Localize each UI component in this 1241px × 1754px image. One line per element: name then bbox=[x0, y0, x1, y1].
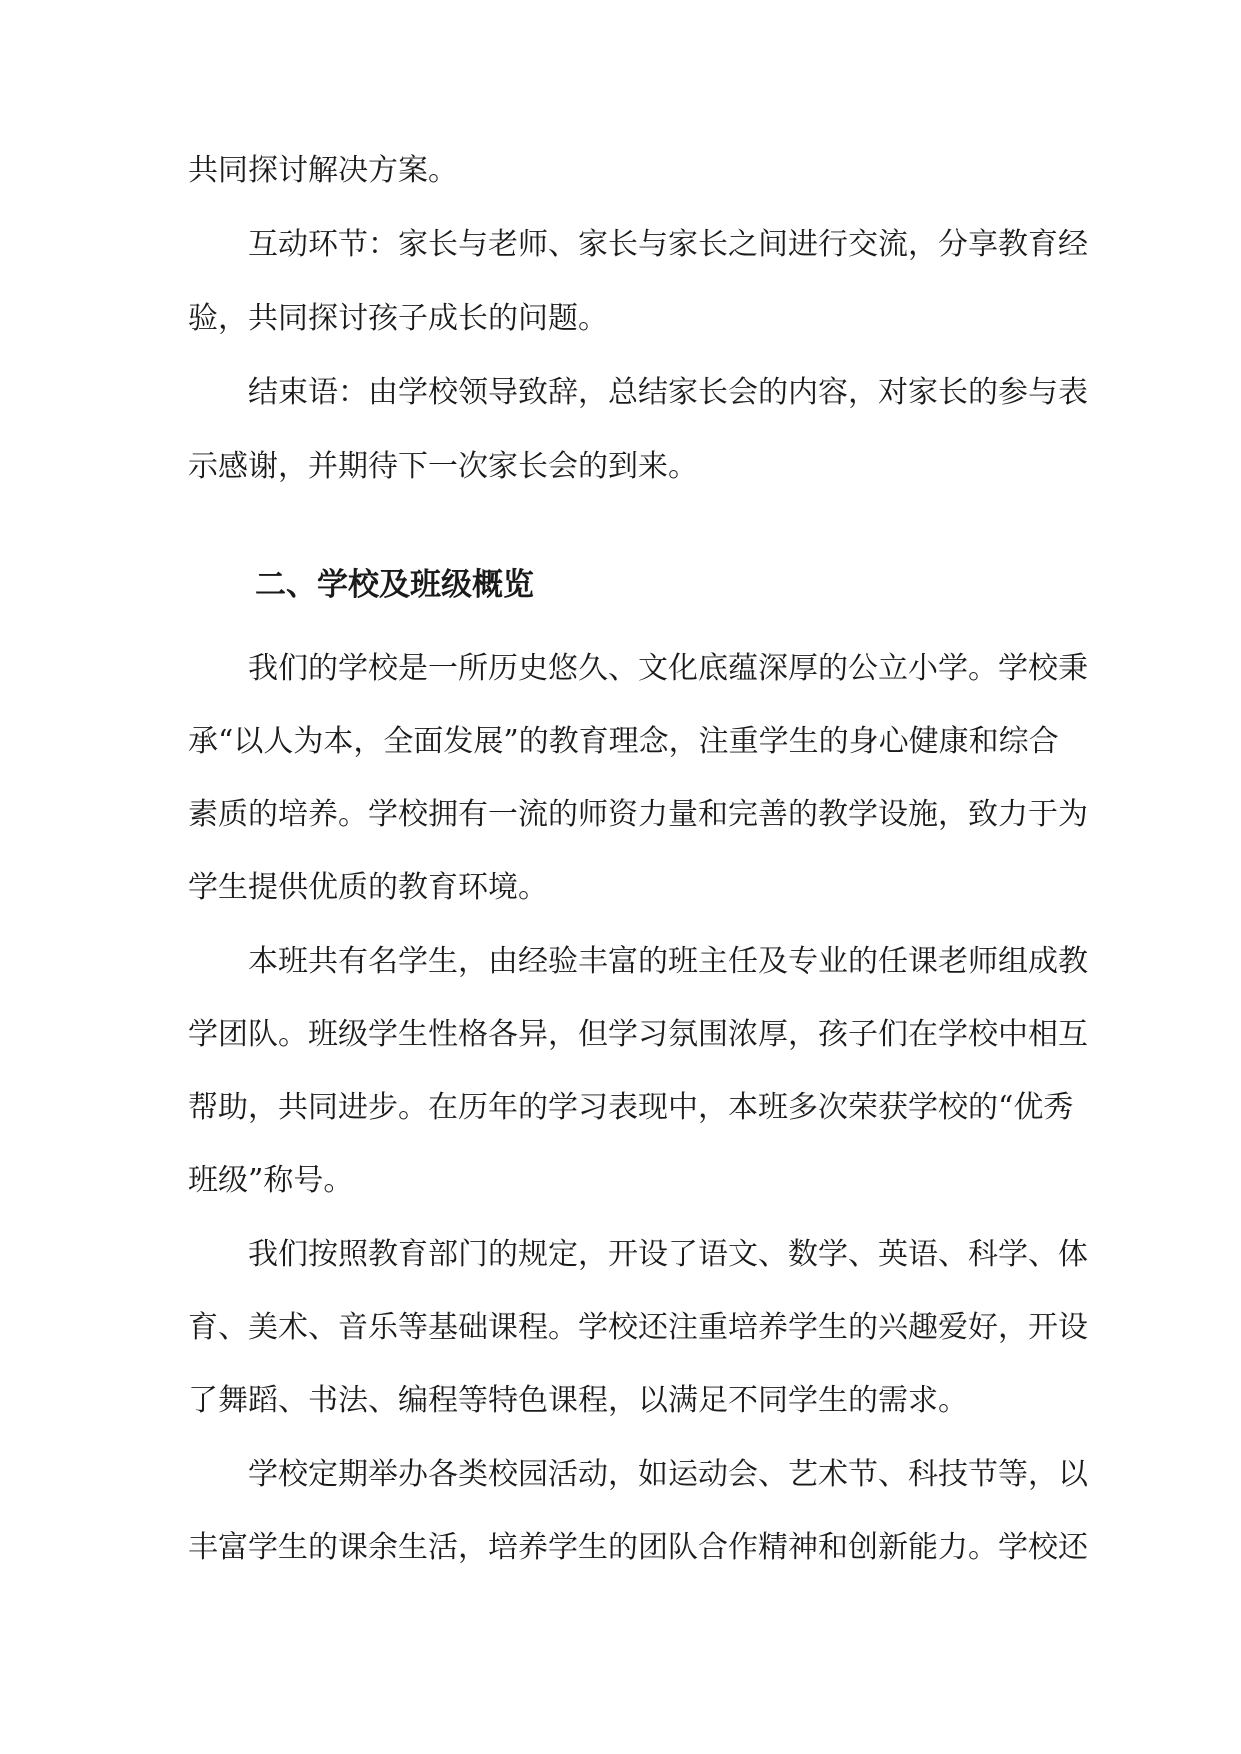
paragraph-line: 共同探讨解决方案。 bbox=[188, 153, 458, 188]
paragraph-line: 示感谢，并期待下一次家长会的到来。 bbox=[188, 449, 698, 484]
paragraph-line: 本班共有名学生，由经验丰富的班主任及专业的任课老师组成教 bbox=[248, 944, 1088, 979]
paragraph-line: 验，共同探讨孩子成长的问题。 bbox=[188, 301, 608, 336]
section-heading: 二、学校及班级概览 bbox=[255, 567, 534, 603]
paragraph-line: 学团队。班级学生性格各异，但学习氛围浓厚，孩子们在学校中相互 bbox=[188, 1017, 1088, 1052]
paragraph-line: 互动环节：家长与老师、家长与家长之间进行交流，分享教育经 bbox=[248, 227, 1088, 262]
paragraph-line: 我们的学校是一所历史悠久、文化底蕴深厚的公立小学。学校秉 bbox=[248, 651, 1088, 686]
paragraph-line: 了舞蹈、书法、编程等特色课程，以满足不同学生的需求。 bbox=[188, 1383, 968, 1418]
paragraph-line: 班级”称号。 bbox=[188, 1163, 354, 1198]
paragraph-line: 承“以人为本，全面发展”的教育理念，注重学生的身心健康和综合 bbox=[188, 724, 1059, 759]
paragraph-line: 育、美术、音乐等基础课程。学校还注重培养学生的兴趣爱好，开设 bbox=[188, 1310, 1088, 1345]
paragraph-line: 我们按照教育部门的规定，开设了语文、数学、英语、科学、体 bbox=[248, 1237, 1088, 1272]
paragraph-line: 丰富学生的课余生活，培养学生的团队合作精神和创新能力。学校还 bbox=[188, 1530, 1088, 1565]
paragraph-line: 结束语：由学校领导致辞，总结家长会的内容，对家长的参与表 bbox=[248, 375, 1088, 410]
paragraph-line: 学生提供优质的教育环境。 bbox=[188, 870, 548, 905]
paragraph-line: 素质的培养。学校拥有一流的师资力量和完善的教学设施，致力于为 bbox=[188, 797, 1088, 832]
paragraph-line: 学校定期举办各类校园活动，如运动会、艺术节、科技节等，以 bbox=[248, 1457, 1088, 1492]
paragraph-line: 帮助，共同进步。在历年的学习表现中，本班多次荣获学校的“优秀 bbox=[188, 1090, 1074, 1125]
